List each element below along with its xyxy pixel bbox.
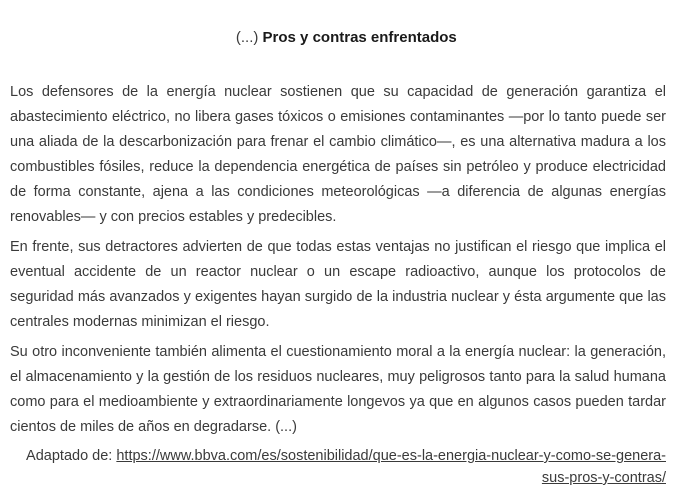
paragraph-contras: En frente, sus detractores advierten de que todas estas ventajas no justifican el riesgo que implica el eventual accidente de un reactor nuclear o un escape radioactivo, aunque los protocolos de seguridad más avanzados y exigentes hayan surgido de la industria nuclear y ésta argumente que las centrales modernas minimizan el riesgo. <box>10 239 666 330</box>
title-ellipsis-prefix: (...) <box>235 29 263 46</box>
citation-label: Adaptado de: <box>26 448 117 464</box>
citation-link[interactable]: https://www.bbva.com/es/sostenibilidad/que-es-la-energia-nuclear-y-como-se-genera-sus-pros-y-contras/ <box>116 448 666 486</box>
paragraph-residuos: Su otro inconveniente también alimenta el cuestionamiento moral a la energía nuclear: la generación, el almacenamiento y la gestión de los residuos nucleares, muy peligrosos tanto para la salud humana como para el medioambiente y extraordinariamente longevos ya que en algunos casos pueden tardar cientos de miles de años en degradarse. (...) <box>10 344 666 435</box>
title-text: Pros y contras enfrentados <box>262 29 457 46</box>
paragraph-pros: Los defensores de la energía nuclear sostienen que su capacidad de generación garantiza el abastecimiento eléctrico, no libera gases tóxicos o emisiones contaminantes —por lo tanto puede ser una aliada de la descarbonización para frenar el cambio climático—, es una alternativa madura a los combustibles fósiles, reduce la dependencia energética de países sin petróleo y produce electricidad de forma constante, ajena a las condiciones meteorológicas —a diferencia de algunas energías renovables— y con precios estables y predecibles. <box>10 84 666 225</box>
citation <box>10 445 666 489</box>
document-title <box>10 8 666 68</box>
